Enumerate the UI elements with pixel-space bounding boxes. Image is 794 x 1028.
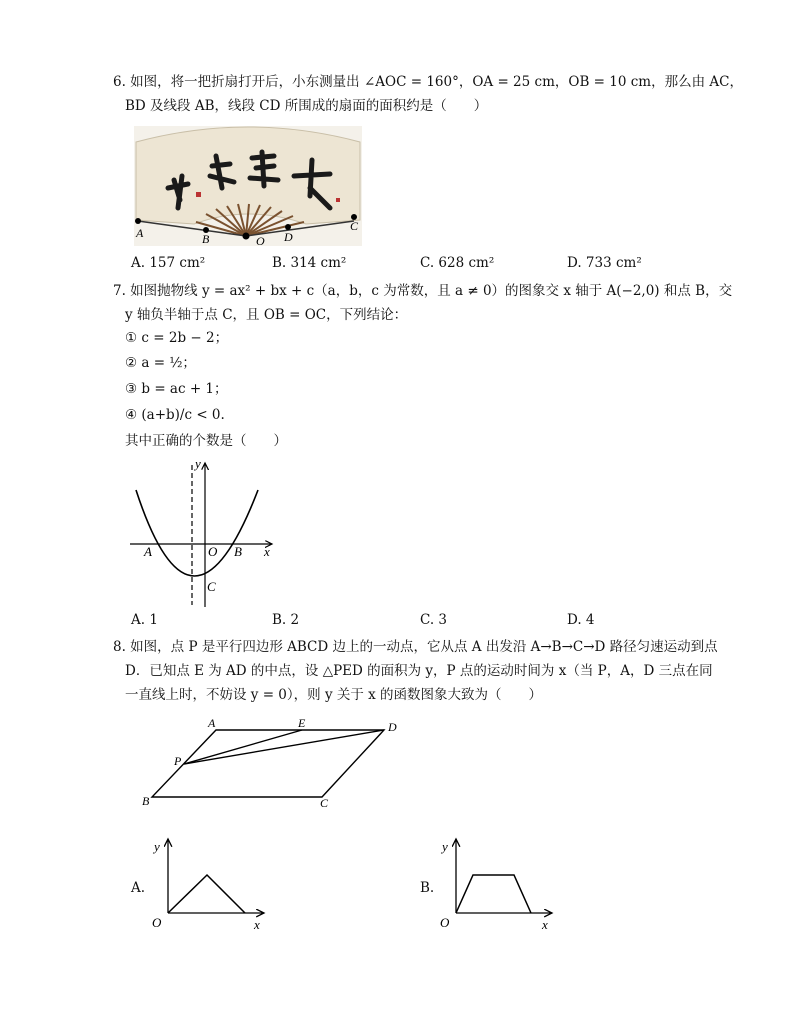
q6-option-b[interactable]: B. 314 cm² [272,255,347,271]
graph-label-y: y [195,456,201,471]
parabola-graph [126,455,286,610]
graph-label-x: x [264,544,270,559]
folding-fan-photo [134,126,362,246]
q8a-label-o: O [152,915,162,930]
q7-option-a[interactable]: A. 1 [131,612,158,628]
q7-stem-line1: 7. 如图抛物线 y = ax² + bx + c（a，b，c 为常数，且 a ≠ 0）的图象交 x 轴于 A(−2,0) 和点 B，交 [113,283,733,299]
q8b-label-y: y [442,839,448,854]
graph-label-b: B [234,544,242,559]
q7-option-c[interactable]: C. 3 [420,612,448,628]
q8a-label-x: x [254,917,260,932]
q8-stem-line3: 一直线上时，不妨设 y = 0），则 y 关于 x 的函数图象大致为（ ） [125,687,543,703]
q6-option-c[interactable]: C. 628 cm² [420,255,495,271]
q8-option-b-label[interactable]: B. [420,880,435,896]
fig-label-b: B [142,794,150,808]
fig-label-c: C [320,796,329,810]
graph-label-o: O [208,544,218,559]
fan-label-o: O [256,234,265,246]
q8a-label-y: y [154,839,160,854]
q7-prompt: 其中正确的个数是（ ） [125,433,287,449]
q7-conclusion-3: ③ b = ac + 1； [125,381,228,397]
q7-conclusion-2: ② a = ½； [125,355,196,371]
fan-label-a: A [136,226,144,240]
q6-stem-line2: BD 及线段 AB，线段 CD 所围成的扇面的面积约是（ ） [125,98,488,114]
fig-label-e: E [298,716,306,730]
q7-conclusion-1: ① c = 2b − 2； [125,330,229,346]
fig-label-a: A [208,716,216,730]
q8-option-a-label[interactable]: A. [131,880,146,896]
fig-label-d: D [388,720,397,734]
fan-label-b: B [202,232,210,246]
q6-option-a[interactable]: A. 157 cm² [131,255,206,271]
q8b-label-x: x [542,917,548,932]
q8-option-b-graph[interactable] [438,833,563,933]
q6-stem-line1: 6. 如图，将一把折扇打开后，小东测量出 ∠AOC = 160°，OA = 25 cm，OB = 10 cm，那么由 AC， [113,74,743,90]
graph-label-c: C [207,579,216,594]
graph-label-a: A [144,544,152,559]
fan-label-c: C [350,219,359,233]
q8-stem-line1: 8. 如图，点 P 是平行四边形 ABCD 边上的一动点，它从点 A 出发沿 A→B→C→D 路径匀速运动到点 [113,639,718,655]
fig-label-p: P [174,754,182,768]
q7-conclusion-4: ④ (a+b)/c < 0. [125,407,225,423]
q8b-label-o: O [440,915,450,930]
q7-option-d[interactable]: D. 4 [567,612,595,628]
q6-option-d[interactable]: D. 733 cm² [567,255,642,271]
parallelogram-figure [138,715,408,815]
q7-stem-line2: y 轴负半轴于点 C，且 OB = OC，下列结论： [125,307,408,323]
q7-option-b[interactable]: B. 2 [272,612,300,628]
q8-stem-line2: D．已知点 E 为 AD 的中点，设 △PED 的面积为 y，P 点的运动时间为 x（当 P，A，D 三点在同 [125,663,713,679]
fan-label-d: D [284,230,293,244]
q8-option-a-graph[interactable] [150,833,275,933]
